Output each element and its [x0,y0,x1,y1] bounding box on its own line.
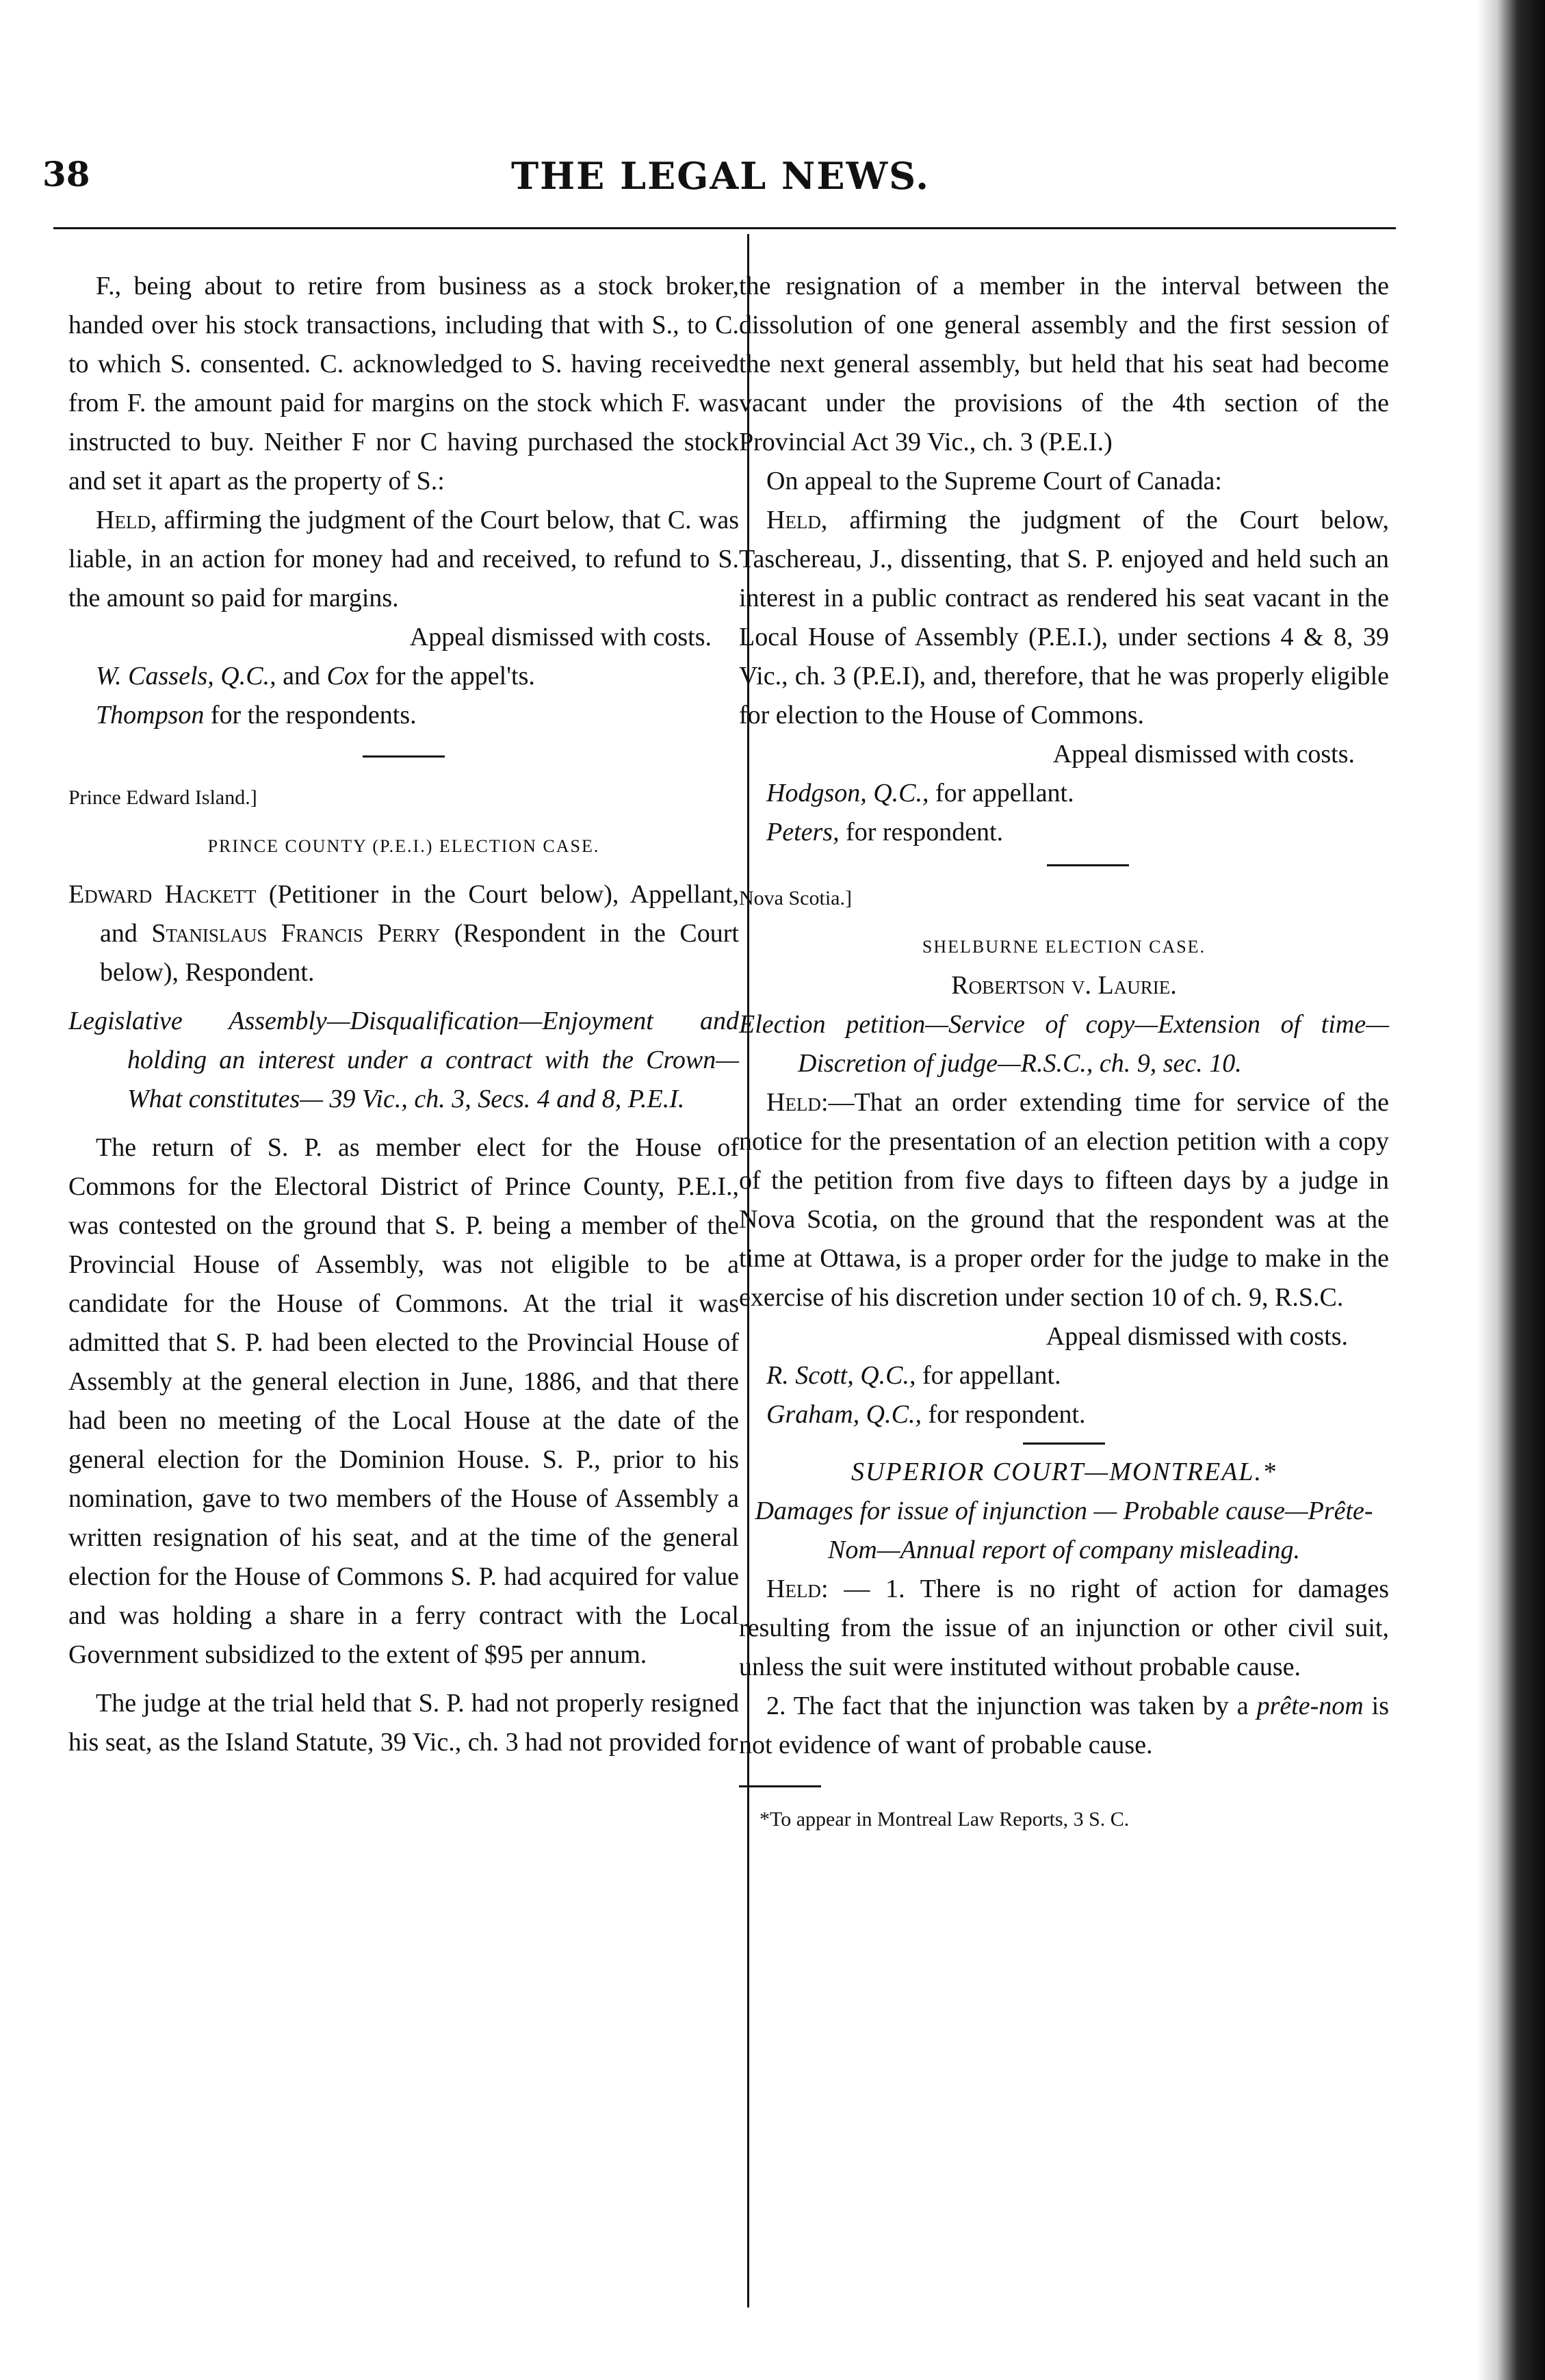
case3-counsel-respondent [739,1395,1389,1434]
party-name: Edward Hackett [68,880,257,909]
case2-appeal: On appeal to the Supreme Court of Canada: [766,467,1222,495]
case2-disposition: Appeal dismissed with costs. [1052,740,1355,768]
counsel-name: Graham, Q.C., [766,1400,922,1429]
counsel-and: and [283,662,320,690]
left-column [68,267,739,1762]
counsel-role: for the appel'ts. [375,662,535,690]
case3-held [739,1083,1389,1317]
held-text: : — 1. There is no right of action for damages resulting from the issue of an injunction or other civil suit, unless the suit were instituted without probable cause. [739,1575,1389,1681]
case3-headnote: Election petition—Service of copy—Extension of time—Discretion of judge—R.S.C., ch. 9, sec. 10. [739,1010,1389,1078]
case4-headnote: Damages for issue of injunction — Probable cause—Prête-Nom—Annual report of company misleading. [755,1497,1373,1564]
case2-held [739,501,1389,735]
case2-counsel-appellant [739,774,1389,813]
counsel-name: Thompson [96,701,205,729]
case3-counsel-appellant [739,1356,1389,1395]
case1-facts: F., being about to retire from business as a stock broker, handed over his stock transactions, including that with S., to C. to which S. consented. C. acknowledged to S. having received from F. the amount paid for margins on the stock which F. was instructed to buy. Neither F nor C having purchased the stock and set it apart as the property of S.: [68,272,739,495]
party-text-2: (Respondent in the Court below), Respondent. [100,919,739,987]
case3-parties: Robertson v. Laurie. [951,971,1177,1000]
case2-counsel-respondent [739,813,1389,852]
counsel-role: for appellant. [935,779,1074,807]
section-divider [1023,1443,1105,1445]
case2-title: PRINCE COUNTY (P.E.I.) ELECTION CASE. [207,836,600,856]
section-divider [1047,864,1129,866]
case2-continuation: the resignation of a member in the interval between the dissolution of one general assembly and the first session of the next general assembly, but held that his seat had become vacant under the provisions of the 4th section of the Provincial Act 39 Vic., ch. 3 (P.E.I.) [739,272,1389,456]
case1-disposition: Appeal dismissed with costs. [409,623,712,651]
counsel-name: W. Cassels, Q.C., [96,662,276,690]
counsel-role: for the respondents. [210,701,417,729]
case2-trial: The judge at the trial held that S. P. had not properly resigned his seat, as the Island Statute, 39 Vic., ch. 3 had not provided for [68,1689,739,1757]
case1-held [68,501,739,618]
section-divider [363,755,445,758]
counsel-role: for appellant. [922,1361,1061,1390]
point-text: 2. The fact that the injunction was taken by a [766,1692,1249,1720]
page-header [42,154,1399,209]
held-label: Held [766,1575,821,1603]
party-name-2: Stanislaus Francis Perry [151,919,441,948]
case1-counsel-respondent [68,696,739,735]
case3-jurisdiction: Nova Scotia.] [739,887,852,909]
counsel-name-2: Cox [326,662,369,690]
case4-held [739,1570,1389,1687]
held-label: Held, [96,506,157,534]
case3-title: SHELBURNE ELECTION CASE. [922,937,1206,957]
running-title: THE LEGAL NEWS. [510,154,931,198]
court-heading: SUPERIOR COURT—MONTREAL.* [851,1458,1277,1486]
case2-parties [68,875,739,992]
point-text-2: is not evidence of want of probable cause. [739,1692,1390,1759]
counsel-name: R. Scott, Q.C., [766,1361,916,1390]
held-text: :—That an order extending time for service of the notice for the presentation of an election petition with a copy of the petition from five days to fifteen days by a judge in Nova Scotia, on the ground that the respondent was at the time at Ottawa, is a proper order for the judge to make in the exercise of his discretion under section 10 of ch. 9, R.S.C. [739,1088,1389,1312]
counsel-role: for respondent. [846,818,1004,846]
page-number: 38 [42,154,90,194]
case3-disposition: Appeal dismissed with costs. [1046,1322,1348,1351]
party-text: (Petitioner in the Court below), Appellant, and [100,880,740,948]
footnote: *To appear in Montreal Law Reports, 3 S. C. [759,1808,1130,1831]
case4-point-2 [739,1687,1389,1765]
case2-jurisdiction: Prince Edward Island.] [68,786,257,809]
held-text: affirming the judgment of the Court below, that C. was liable, in an action for money had and received, to refund to S. the amount so paid for margins. [68,506,739,612]
case1-counsel-appellant [68,657,739,696]
right-column [739,267,1389,1835]
header-rule [53,227,1396,229]
held-text: affirming the judgment of the Court below, Taschereau, J., dissenting, that S. P. enjoyed and held such an interest in a public contract as rendered his seat vacant in the Local House of Assembly (P.E.I.), under sections 4 & 8, 39 Vic., ch. 3 (P.E.I), and, therefore, that he was properly eligible for election to the House of Commons. [739,506,1390,729]
counsel-name: Hodgson, Q.C., [766,779,929,807]
counsel-name: Peters, [766,818,840,846]
page-scan-edge [1477,0,1545,2380]
point-term: prête-nom [1256,1692,1364,1720]
case2-facts: The return of S. P. as member elect for the House of Commons for the Electoral District of Prince County, P.E.I., was contested on the ground that S. P. being a member of the Provincial House of Assembly, was not eligible to be a candidate for the House of Commons. At the trial it was admitted that S. P. had been elected to the Provincial House of Assembly at the general election in June, 1886, and that there had been no meeting of the Local House at the date of the general election for the Dominion House. S. P., prior to his nomination, gave to two members of the House of Assembly a written resignation of his seat, and at the time of the general election for the House of Commons S. P. had acquired for value and was holding a share in a ferry contract with the Local Government subsidized to the extent of $95 per annum. [68,1133,739,1669]
held-label: Held, [766,506,828,534]
case2-headnote: Legislative Assembly—Disqualification—Enjoyment and holding an interest under a contract with the Crown—What constitutes— 39 Vic., ch. 3, Secs. 4 and 8, P.E.I. [68,1007,739,1113]
footnote-divider [739,1785,821,1787]
counsel-role: for respondent. [928,1400,1086,1429]
held-label: Held [766,1088,821,1117]
